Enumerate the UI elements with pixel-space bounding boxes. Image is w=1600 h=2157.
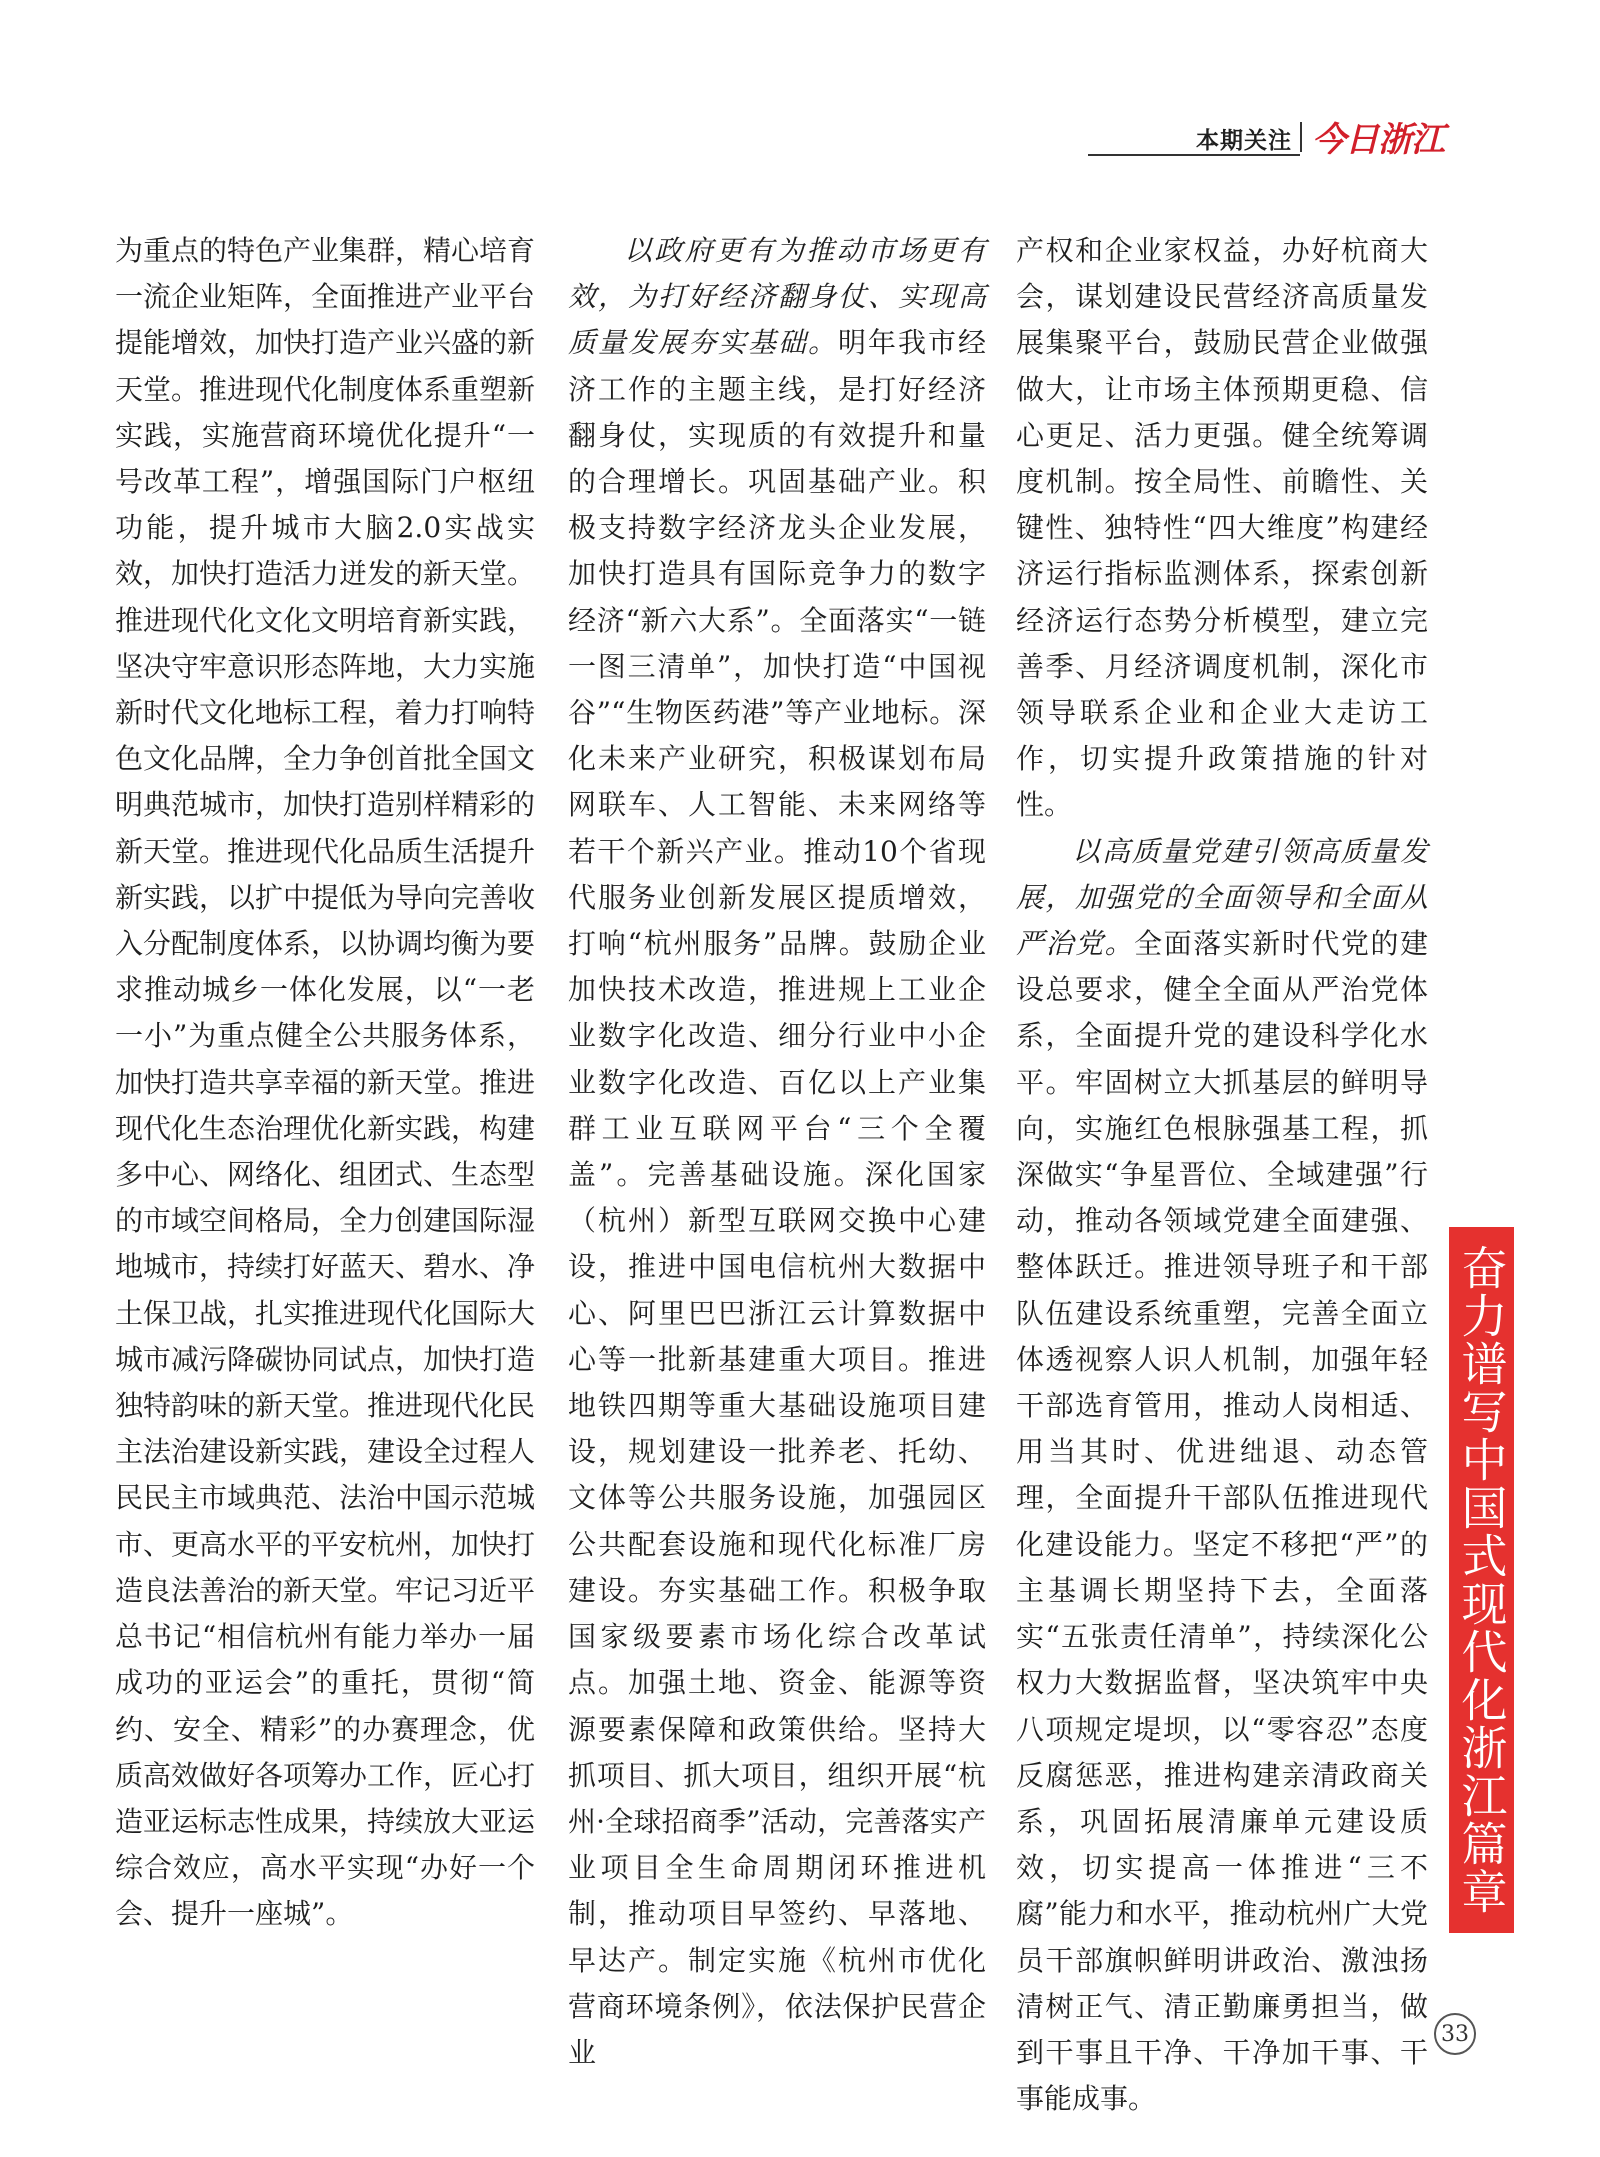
page-header <box>1088 118 1500 158</box>
magazine-logo: 今日浙江 <box>1312 120 1444 160</box>
header-rule <box>1088 154 1300 156</box>
article-column-3 <box>1016 228 1428 2116</box>
paragraph <box>568 228 986 2076</box>
paragraph: 为重点的特色产业集群，精心培育一流企业矩阵，全面推进产业平台提能增效，加快打造产业兴盛的新天堂。推进现代化制度体系重塑新实践，实施营商环境优化提升“一号改革工程”，增强国际门户枢纽功能，提升城市大脑2.0实战实效，加快打造活力迸发的新天堂。推进现代化文化文明培育新实践，坚决守牢意识形态阵地，大力实施新时代文化地标工程，着力打响特色文化品牌，全力争创首批全国文明典范城市，加快打造别样精彩的新天堂。推进现代化品质生活提升新实践，以扩中提低为导向完善收入分配制度体系，以协调均衡为要求推动城乡一体化发展，以“一老一小”为重点健全公共服务体系，加快打造共享幸福的新天堂。推进现代化生态治理优化新实践，构建多中心、网络化、组团式、生态型的市域空间格局，全力创建国际湿地城市，持续打好蓝天、碧水、净土保卫战，扎实推进现代化国际大城市减污降碳协同试点，加快打造独特韵味的新天堂。推进现代化民主法治建设新实践，建设全过程人民民主市域典范、法治中国示范城市、更高水平的平安杭州，加快打造良法善治的新天堂。牢记习近平总书记“相信杭州有能力举办一届成功的亚运会”的重托，贯彻“简约、安全、精彩”的办赛理念，优质高效做好各项筹办工作，匠心打造亚运标志性成果，持续放大亚运综合效应，高水平实现“办好一个会、提升一座城”。 <box>115 234 536 1931</box>
article-column-1 <box>115 228 535 1988</box>
paragraph <box>1016 829 1428 2123</box>
section-label: 本期关注 <box>1196 128 1292 154</box>
lead-sentence: 以政府更有为推动市场更有效，为打好经济翻身仗、实现高质量发展夯实基础。 <box>568 234 986 360</box>
theme-banner <box>1449 1227 1514 1933</box>
paragraph: 产权和企业家权益，办好杭商大会，谋划建设民营经济高质量发展集聚平台，鼓励民营企业做强做大，让市场主体预期更稳、信心更足、活力更强。健全统筹调度机制。按全局性、前瞻性、关键性、独特性“四大维度”构建经济运行指标监测体系，探索创新经济运行态势分析模型，建立完善季、月经济调度机制，深化市领导联系企业和企业大走访工作，切实提升政策措施的针对性。 <box>1016 234 1428 822</box>
header-divider <box>1300 122 1302 152</box>
lead-sentence: 以高质量党建引领高质量发展，加强党的全面领导和全面从严治党。 <box>1016 834 1428 961</box>
paragraph-body: 明年我市经济工作的主题主线，是打好经济翻身仗，实现质的有效提升和量的合理增长。巩固基础产业。积极支持数字经济龙头企业发展，加快打造具有国际竞争力的数字经济“新六大系”。全面落实“一链一图三清单”，加快打造“中国视谷”“生物医药港”等产业地标。深化未来产业研究，积极谋划布局网联车、人工智能、未来网络等若干个新兴产业。推动10个省现代服务业创新发展区提质增效，打响“杭州服务”品牌。鼓励企业加快技术改造，推进规上工业企业数字化改造、细分行业中小企业数字化改造、百亿以上产业集群工业互联网平台“三个全覆盖”。完善基础设施。深化国家（杭州）新型互联网交换中心建设，推进中国电信杭州大数据中心、阿里巴巴浙江云计算数据中心等一批新基建重大项目。推进地铁四期等重大基础设施项目建设，规划建设一批养老、托幼、文体等公共服务设施，加强园区公共配套设施和现代化标准厂房建设。夯实基础工作。积极争取国家级要素市场化综合改革试点。加强土地、资金、能源等资源要素保障和政策供给。坚持大抓项目、抓大项目，组织开展“杭州·全球招商季”活动，完善落实产业项目全生命周期闭环推进机制，推动项目早签约、早落地、早达产。制定实施《杭州市优化营商环境条例》，依法保护民营企业 <box>568 326 986 2069</box>
paragraph-body: 全面落实新时代党的建设总要求，健全全面从严治党体系，全面提升党的建设科学化水平。牢固树立大抓基层的鲜明导向，实施红色根脉强基工程，抓深做实“争星晋位、全域建强”行动，推动各领域党建全面建强、整体跃迁。推进领导班子和干部队伍建设系统重塑，完善全面立体透视察人识人机制，加强年轻干部选育管用，推动人岗相适、用当其时、优进绌退、动态管理，全面提升干部队伍推进现代化建设能力。坚定不移把“严”的主基调长期坚持下去，全面落实“五张责任清单”，持续深化公权力大数据监督，坚决筑牢中央八项规定堤坝，以“零容忍”态度反腐惩恶，推进构建亲清政商关系，巩固拓展清廉单元建设质效，切实提高一体推进“三不腐”能力和水平，推动杭州广大党员干部旗帜鲜明讲政治、激浊扬清树正气、清正勤廉勇担当，做到干事且干净、干净加干事、干事能成事。 <box>1016 927 1428 2116</box>
banner-text: 奋力谱写中国式现代化浙江篇章 <box>1454 1244 1509 1916</box>
page-number: 33 <box>1434 2013 1476 2055</box>
article-column-2 <box>568 228 986 2069</box>
